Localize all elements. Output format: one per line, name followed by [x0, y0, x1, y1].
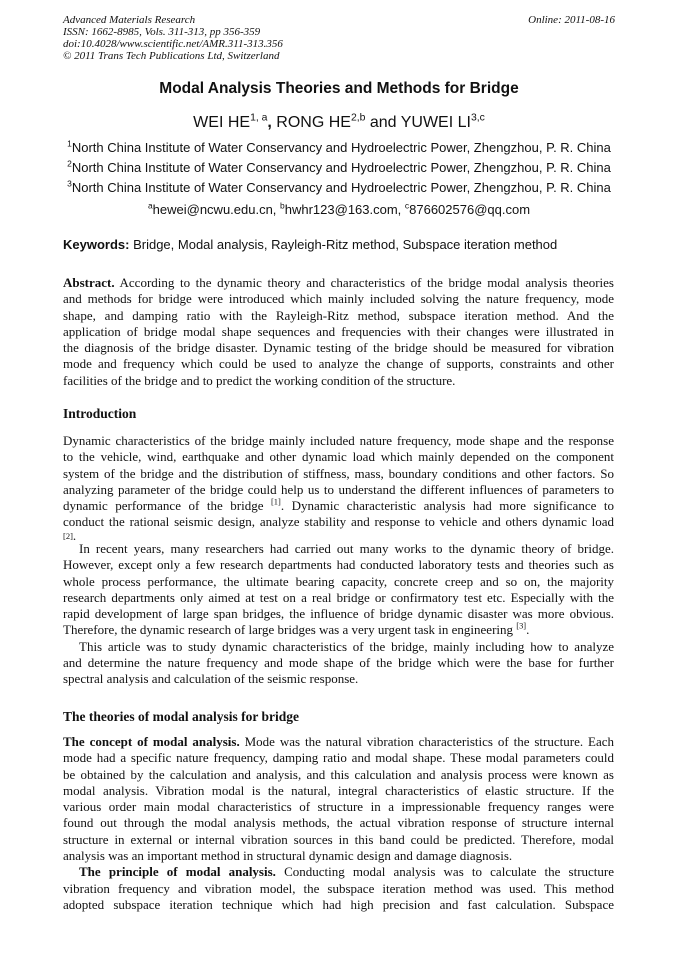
author-affil-mark: 2,b	[350, 112, 366, 124]
run-in-heading: Abstract.	[63, 275, 115, 290]
run-in-heading: The principle of modal analysis.	[79, 864, 276, 880]
text-run: dynamic performance of the bridge	[63, 498, 271, 514]
email: hwhr123@163.com,	[284, 202, 405, 217]
text-line: system of the bridge and the distribution of stiffness, mass, boundary conditions and other factors. So	[63, 465, 614, 481]
issn: ISSN: 1662-8985, Vols. 311-313, pp 356-359	[63, 26, 261, 38]
text-line	[63, 498, 614, 514]
text-line	[63, 864, 614, 880]
text-line: In recent years, many researchers had carried out many works to the dynamic theory of bridge.	[79, 541, 614, 556]
copyright: © 2011 Trans Tech Publications Ltd, Switzerland	[63, 50, 280, 62]
text-line: and determine the nature frequency and mode shape of the bridge which were the base for further	[63, 655, 614, 671]
text-line: to the vehicle, wind, earthquake and other dynamic load which mainly depended on the component	[63, 449, 614, 465]
affiliation	[0, 138, 678, 158]
affiliation-text: North China Institute of Water Conservancy and Hydroelectric Power, Zhengzhou, P. R. China	[71, 140, 611, 155]
author-name: YUWEI LI	[400, 114, 471, 131]
text-line: This article was to study dynamic characteristics of the bridge, mainly including how to analyze	[79, 638, 614, 654]
author-name: RONG HE	[276, 114, 351, 131]
text-run: Conducting modal analysis was to calculate the structure	[275, 864, 615, 880]
text-run: Therefore, the dynamic research of large bridges was a very urgent task in engineering	[63, 622, 517, 638]
run-in-heading: The concept of modal analysis.	[63, 734, 240, 749]
journal-name: Advanced Materials Research	[63, 14, 196, 26]
author-affil-mark: 1, a	[250, 112, 268, 124]
text-line: spectral analysis and calculation of the seismic response.	[63, 671, 359, 687]
text-line: research departments only aimed at test on a real bridge or confirmatory test etc. Especially with the	[63, 589, 614, 605]
text-line: whole process performance, the ultimate bearing capacity, concrete creep and so on, the majority	[63, 573, 614, 589]
text-line: However, except only a few research departments had conducted laboratory tests and theories such as	[63, 557, 614, 573]
keywords-label: Keywords:	[63, 237, 130, 252]
citation: [2]	[63, 530, 73, 541]
emails	[0, 202, 678, 217]
paragraph-block	[63, 541, 614, 688]
text-line: mode had a specific nature frequency, damping ratio and modal shape. These modal parameters could	[63, 750, 614, 766]
affiliation-text: North China Institute of Water Conservancy and Hydroelectric Power, Zhengzhou, P. R. China	[71, 180, 611, 195]
text-line: analysis was an important method in structural dynamic design and damage diagnosis.	[63, 848, 513, 864]
text-line	[63, 275, 614, 291]
author-name: WEI HE	[193, 114, 251, 131]
paragraph-block	[63, 734, 614, 913]
online-date: Online: 2011-08-16	[528, 14, 615, 26]
text-line: and methods for bridge were introduced which mainly included solving the nature frequency, mode	[63, 291, 614, 307]
text-line: rapid development of large span bridges, the influence of bridge dynamic disaster was more obvious.	[63, 606, 614, 622]
text-run: According to the dynamic theory and characteristics of the bridge modal analysis theories	[114, 275, 614, 290]
citation: [3]	[516, 621, 527, 632]
text-line: analyzing parameter of the bridge could help us to understand the different influences of parameters to	[63, 481, 614, 497]
text-line	[63, 622, 614, 638]
text-line: various order main modal characteristics of structure in a impressionable frequency ranges were	[63, 799, 614, 815]
text-line: adopted subspace iteration technique which had high precision and fast calculation. Subspace	[63, 896, 614, 912]
affiliation-mark: 3	[67, 178, 72, 189]
text-line: modal analysis. Vibration modal is the natural, integral characteristics of elastic structure. If the	[63, 782, 614, 798]
citation: [1]	[271, 496, 281, 507]
affiliation-text: North China Institute of Water Conservancy and Hydroelectric Power, Zhengzhou, P. R. China	[71, 160, 611, 175]
email-mark: c	[404, 200, 410, 211]
email-mark: a	[147, 200, 153, 211]
affiliation-mark: 1	[67, 138, 72, 149]
paper-title: Modal Analysis Theories and Methods for Bridge	[159, 80, 519, 97]
paragraph-block	[63, 275, 614, 389]
email: hewei@ncwu.edu.cn,	[152, 202, 281, 217]
text-line: shape, and damping ratio with the Rayleigh-Ritz method, subspace iteration method. And the	[63, 307, 614, 323]
keywords-text: Bridge, Modal analysis, Rayleigh-Ritz method, Subspace iteration method	[129, 237, 558, 252]
affiliation-mark: 2	[67, 158, 72, 169]
text-line: Dynamic characteristics of the bridge mainly included nature frequency, mode shape and the response	[63, 433, 614, 448]
keywords	[63, 237, 557, 252]
text-line	[63, 531, 73, 541]
text-run: Mode was the natural vibration characteristics of the structure. Each	[239, 734, 614, 749]
doi: doi:10.4028/www.scientific.net/AMR.311-313.356	[63, 38, 283, 50]
email-mark: b	[280, 200, 285, 211]
journal-header	[63, 14, 283, 62]
section-heading	[63, 406, 614, 422]
affiliations	[0, 138, 678, 198]
author-separator: ,	[267, 114, 277, 131]
authors	[0, 114, 678, 132]
text-line: structure in external or internal vibration sources in this band could be predicted. Therefore, modal	[63, 831, 614, 847]
text-line: the diagnosis of the bridge disaster. Dynamic testing of the bridge should be measured for vibration	[63, 340, 614, 356]
text-run: . Dynamic characteristic analysis had more significance to	[280, 498, 614, 514]
text-run: .	[526, 622, 530, 638]
author-separator: and	[365, 114, 401, 131]
section-heading-text: Introduction	[63, 406, 137, 421]
section-heading-text: The theories of modal analysis for bridge	[63, 709, 299, 724]
affiliation	[0, 178, 678, 198]
email: 876602576@qq.com	[409, 202, 531, 217]
text-line: conduct the rational seismic design, analyze stability and response to vehicle and others dynamic load	[63, 514, 614, 530]
section-heading	[63, 709, 614, 725]
text-line: vibration frequency and vibration model, the subspace iteration method was used. This method	[63, 880, 614, 896]
paragraph-block	[63, 433, 614, 547]
text-line: application of bridge modal shape sequences and frequencies with their changes were illustrated in	[63, 323, 614, 339]
text-line: be obtained by the calculation and analysis, and this calculation and analysis process were known as	[63, 766, 614, 782]
text-line: .	[72, 527, 77, 543]
text-line: facilities of the bridge and to predict the working condition of the structure.	[63, 372, 456, 388]
text-line	[63, 734, 614, 750]
affiliation	[0, 158, 678, 178]
author-affil-mark: 3,c	[470, 112, 485, 124]
text-line: found out through the modal analysis methods, the actual vibration response of structure internal	[63, 815, 614, 831]
text-line: mode and frequency which could be used to analyze the change of supports, constraints and other	[63, 356, 614, 372]
